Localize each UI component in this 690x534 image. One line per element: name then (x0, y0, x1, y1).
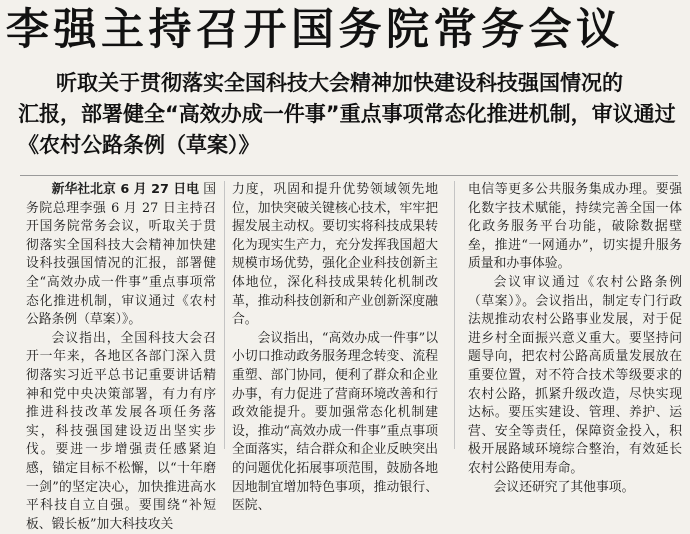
article-column-2 (232, 181, 438, 516)
subheadline (18, 68, 680, 161)
column-separator (224, 181, 225, 449)
article-column-3 (468, 181, 682, 497)
article-paragraph: 电信等更多公共服务集成办理。要强化数字技术赋能，持续完善全国一体化政务服务平台功能，破除数据壁垒，推进“一网通办”，切实提升服务质量和办事体验。 (468, 182, 682, 272)
subheadline-line-1: 听取关于贯彻落实全国科技大会精神加快建设科技强国情况的 (56, 71, 623, 95)
subheadline-line-3: 《农村公路条例（草案）》 (18, 133, 260, 157)
lead-text: 国务院总理李强 6 月 27 日主持召开国务院常务会议，听取关于贯彻落实全国科技大会精神加快建设科技强国情况的汇报，部署健全“高效办成一件事”重点事项常态化推进机制，审议通过《农村公路条例（草案）》。 (26, 182, 216, 328)
article-column-1 (26, 181, 216, 534)
column-separator (454, 181, 455, 449)
dateline: 新华社北京 6 月 27 日电 (51, 182, 200, 197)
article-paragraph: 会议指出，全国科技大会召开一年来，各地区各部门深入贯彻落实习近平总书记重要讲话精神和党中央决策部署，有力有序推进科技改革发展各项任务落实，科技强国建设迈出坚实步伐。要进一步增强责任感紧迫感，锚定目标不松懈，以“十年磨一剑”的坚定决心，加快推进高水平科技自立自强。要围绕“补短板、锻长板”加大科技攻关 (26, 330, 216, 532)
headline: 李强主持召开国务院常务会议 (6, 5, 624, 55)
article-paragraph: 力度，巩固和提升优势领域领先地位，加快突破关键核心技术，牢牢把握发展主动权。要切实将科技成果转化为现实生产力，充分发挥我国超大规模市场优势，强化企业科技创新主体地位，深化科技成果转化机制改革，推动科技创新和产业创新深度融合。 (232, 182, 438, 328)
subheadline-line-2: 汇报，部署健全“高效办成一件事”重点事项常态化推进机制，审议通过 (18, 102, 676, 126)
article-paragraph: 会议还研究了其他事项。 (493, 479, 635, 495)
article-paragraph (26, 181, 216, 330)
article-paragraph: 会议指出，“高效办成一件事”以小切口推动政务服务理念转变、流程重塑、部门协同，便利了群众和企业办事，有力促进了营商环境改善和行政效能提升。要加强常态化机制建设，推动“高效办成一件事”重点事项全面落实，结合群众和企业反映突出的问题优化拓展事项范围，鼓励各地因地制宜增加特色事项，推动银行、医院、 (232, 330, 438, 514)
article-paragraph: 会议审议通过《农村公路条例（草案）》。会议指出，制定专门行政法规推动农村公路事业发展，对于促进乡村全面振兴意义重大。要坚持问题导向，把农村公路高质量发展放在重要位置，对不符合技术等级要求的农村公路，抓紧升级改造，尽快实现达标。要压实建设、管理、养护、运营、安全等责任，保障资金投入，积极开展路域环境综合整治，有效延长农村公路使用寿命。 (468, 274, 682, 476)
divider-rule (20, 175, 678, 176)
